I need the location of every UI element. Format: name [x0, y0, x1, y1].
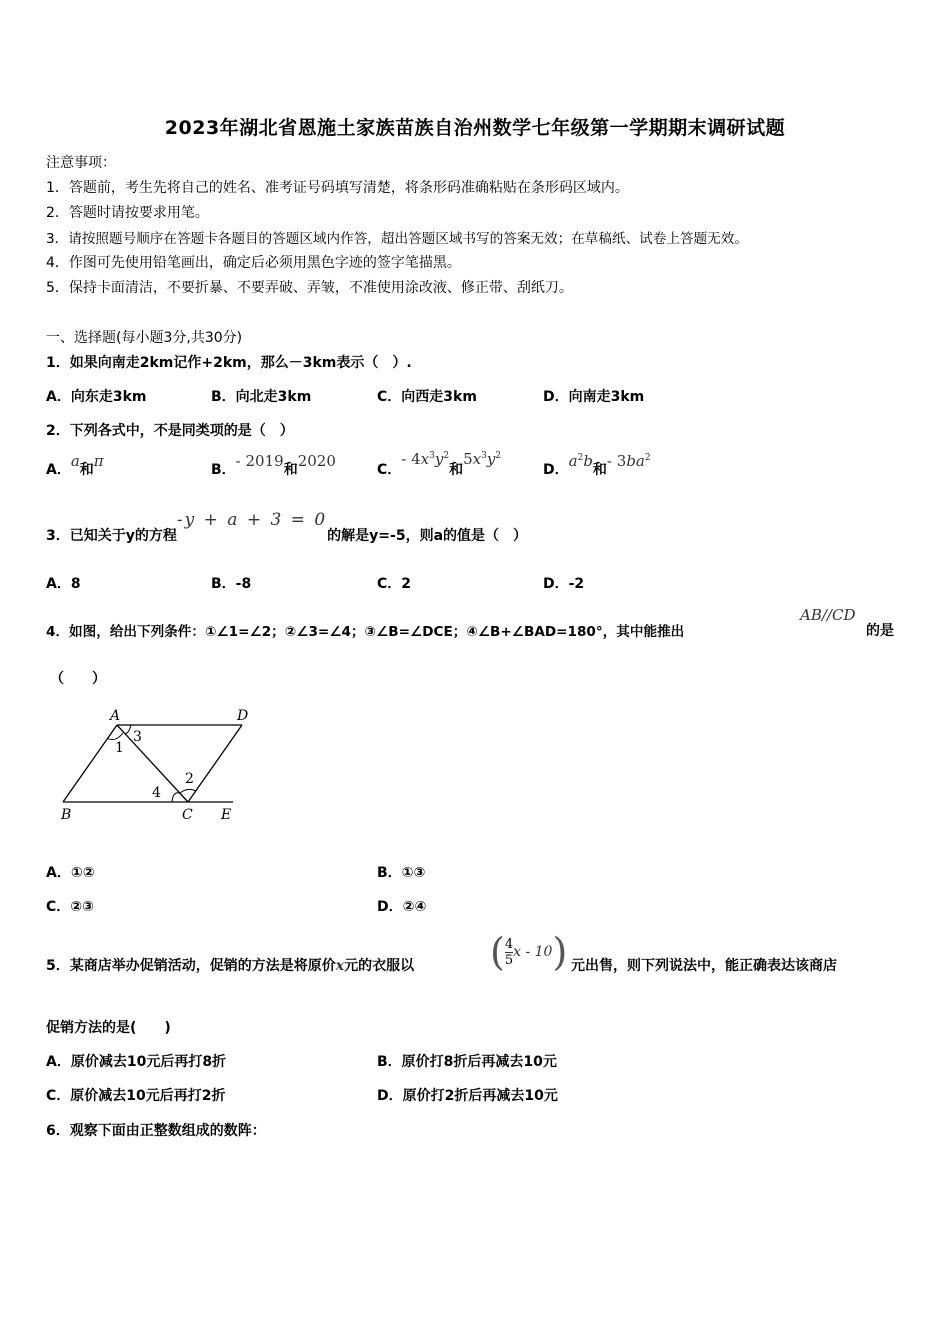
q2-b-and: 和: [283, 462, 298, 478]
q4-answer-paren: （ ）: [50, 671, 106, 687]
q2-option-d-label: D．: [543, 462, 569, 478]
q2-a-term2: π: [93, 452, 104, 470]
q3-stem-post: 的解是y=-5，则a的值是（ ）: [327, 528, 528, 544]
question-1-stem: 1．如果向南走2km记作+2km，那么－3km表示（ ）.: [46, 355, 412, 371]
label-angle-3: 3: [133, 729, 142, 745]
section-heading: 一、选择题(每小题3分,共30分): [46, 330, 243, 346]
q4-geometry-figure: [55, 703, 265, 825]
q5-stem-line2: 促销方法的是( ): [46, 1020, 171, 1036]
q3-stem-pre: 3．已知关于y的方程: [46, 528, 177, 544]
q2-option-a-label: A．: [46, 462, 71, 478]
q5-stem-pre: [46, 955, 414, 975]
q3-equation: -y + a + 3 = 0: [176, 510, 328, 530]
q2-d-and: 和: [592, 462, 607, 478]
q2-c-term1: - $4x^3y^2$: [401, 450, 450, 468]
label-c: C: [182, 807, 193, 823]
line-cd: [188, 725, 242, 802]
q5-paren-left: (: [490, 930, 505, 974]
q2-b-term1: - 2019: [235, 452, 284, 470]
q2-option-c-label: C．: [377, 462, 402, 478]
label-a: A: [110, 708, 121, 724]
label-b: B: [61, 807, 72, 823]
q5-paren-right: ): [552, 930, 568, 974]
q5-frac-num: 4: [504, 936, 514, 952]
notice-header: 注意事项：: [46, 155, 116, 171]
q4-option-b: B．①③: [377, 865, 426, 881]
q5-option-b: B．原价打8折后再减去10元: [377, 1054, 557, 1070]
q2-b-term2: 2020: [297, 452, 336, 470]
q2-option-a: [46, 452, 104, 479]
question-6-stem: 6．观察下面由正整数组成的数阵：: [46, 1123, 266, 1139]
page-title: 2023年湖北省恩施土家族苗族自治州数学七年级第一学期期末调研试题: [164, 117, 786, 139]
q5-expression: [490, 930, 567, 976]
question-3-stem: [46, 510, 528, 544]
question-2-stem: 2．下列各式中，不是同类项的是（ ）: [46, 423, 294, 439]
q5-stem-mid: 元的衣服以: [344, 958, 415, 974]
label-angle-4: 4: [152, 785, 161, 801]
label-d: D: [237, 708, 249, 724]
q1-option-b: B．向北走3km: [211, 389, 312, 405]
q5-stem-post: 元出售，则下列说法中，能正确表达该商店: [571, 958, 837, 974]
notice-item: 2．答题时请按要求用笔。: [46, 205, 209, 221]
label-angle-2: 2: [185, 771, 194, 787]
q5-option-c: C．原价减去10元后再打2折: [46, 1088, 226, 1104]
q5-fraction: [505, 937, 513, 968]
q2-c-term2: $5x^3y^2$: [463, 450, 502, 468]
angle-3-arc: [125, 725, 131, 734]
q2-a-and: 和: [79, 462, 94, 478]
q2-option-d: [543, 452, 651, 479]
q4-option-d: D．②④: [377, 899, 427, 915]
q4-stem-suffix: 的是: [866, 623, 894, 639]
q2-option-b-label: B．: [211, 462, 236, 478]
notice-item: 5．保持卡面清洁，不要折暴、不要弄破、弄皱，不准使用涂改液、修正带、刮纸刀。: [46, 280, 573, 296]
q2-option-c: [377, 450, 502, 479]
q2-c-and: 和: [449, 462, 464, 478]
q5-stem-pre-text: 5．某商店举办促销活动，促销的方法是将原价: [46, 958, 336, 974]
line-ab: [63, 725, 117, 802]
q3-option-c: C．2: [377, 576, 412, 592]
q5-option-d: D．原价打2折后再减去10元: [377, 1088, 558, 1104]
q2-option-b: [211, 452, 336, 479]
angle-4-arc: [172, 793, 180, 802]
q4-option-c: C．②③: [46, 899, 94, 915]
q5-frac-den: 5: [504, 952, 514, 968]
q4-option-a: A．①②: [46, 865, 95, 881]
q3-option-a: A．8: [46, 576, 81, 592]
q3-option-b: B．-8: [211, 576, 252, 592]
q4-parallel-condition: AB//CD: [800, 606, 856, 624]
q5-option-a: A．原价减去10元后再打8折: [46, 1054, 227, 1070]
q2-a-term1: a: [70, 452, 80, 470]
q3-option-d: D．-2: [543, 576, 585, 592]
angle-2-arc: [180, 789, 196, 793]
label-e: E: [221, 807, 232, 823]
q2-d-term1: $a^2b$: [568, 452, 593, 470]
q5-expr-rest: x - 10: [513, 944, 553, 960]
q1-option-c: C．向西走3km: [377, 389, 477, 405]
q1-option-a: A．向东走3km: [46, 389, 147, 405]
notice-item: 1．答题前，考生先将自己的姓名、准考证号码填写清楚，将条形码准确粘贴在条形码区域内。: [46, 180, 629, 196]
label-angle-1: 1: [115, 740, 124, 756]
q5-variable-x: x: [335, 958, 345, 974]
q1-option-d: D．向南走3km: [543, 389, 645, 405]
notice-item: 3．请按照题号顺序在答题卡各题目的答题区域内作答，超出答题区域书写的答案无效；在草稿纸、试卷上答题无效。: [46, 231, 748, 247]
q2-d-term2: - $3ba^2$: [606, 452, 651, 470]
question-4-stem: 4．如图，给出下列条件：①∠1=∠2；②∠3=∠4；③∠B=∠DCE；④∠B+∠BAD=180°，其中能推出: [46, 624, 685, 640]
notice-item: 4．作图可先使用铅笔画出，确定后必须用黑色字迹的签字笔描黑。: [46, 255, 461, 271]
